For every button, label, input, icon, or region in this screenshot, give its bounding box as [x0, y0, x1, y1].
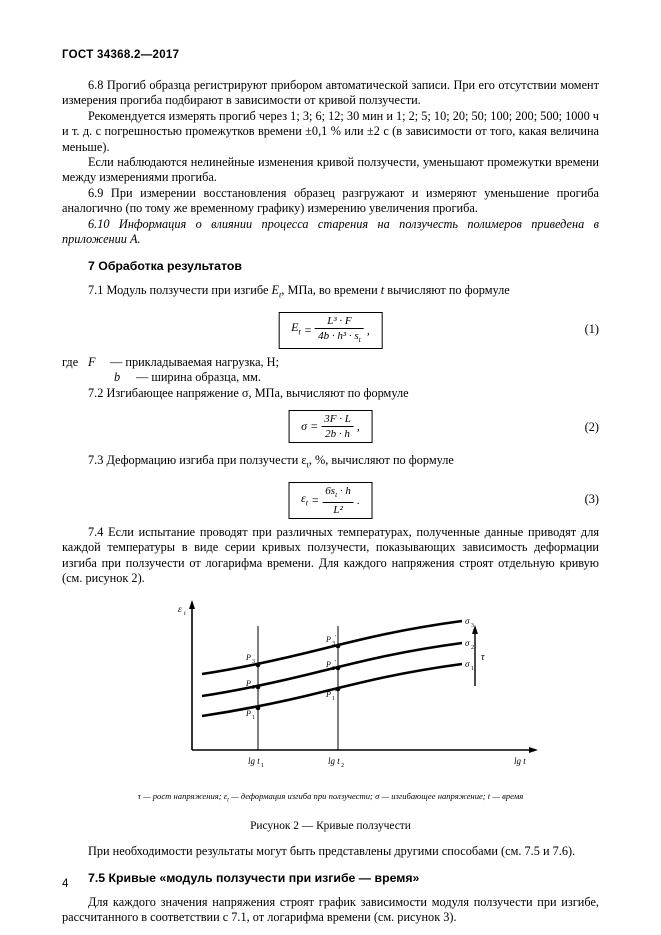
paragraph-other-methods: При необходимости результаты могут быть представлены другими способами (см. 7.5 и 7.6). — [88, 843, 576, 858]
svg-text:1: 1 — [332, 696, 335, 703]
symbol-E-sub: t — [279, 290, 282, 300]
section-title-7: 7 Обработка результатов — [88, 259, 242, 274]
paragraph-7-2: 7.2 Изгибающее напряжение σ, МПа, вычисляют по формуле — [88, 385, 409, 400]
svg-text:1: 1 — [252, 715, 255, 722]
formula-1-row — [62, 312, 599, 346]
formula-2-fraction — [321, 413, 354, 440]
formula-3-row — [62, 482, 599, 516]
paragraph-6-9: 6.9 При измерении восстановления образец разгружают и измеряют уменьшение прогиба аналогично (по тому же временному графику) измерению увеличения прогиба. — [62, 185, 599, 216]
formula-3-tail: . — [356, 492, 360, 507]
legend-where: где — [62, 354, 79, 369]
figure-2-svg — [62, 598, 599, 783]
formula-3-denominator: L² — [333, 504, 343, 516]
formula-2-lhs: σ — [301, 418, 307, 433]
svg-text:1: 1 — [261, 763, 264, 770]
formula-1-number: (1) — [584, 321, 599, 336]
formula-2-number: (2) — [584, 419, 599, 434]
svg-text:τ: τ — [481, 652, 485, 664]
page-header: ГОСТ 34368.2—2017 — [62, 49, 180, 61]
svg-text:σ: σ — [465, 638, 470, 649]
formula-1-tail: , — [366, 322, 370, 337]
formula-1-eq: = — [303, 322, 312, 337]
formula-2-denominator: 2b · h — [325, 427, 350, 440]
legend-line-F — [62, 354, 599, 370]
svg-text:1: 1 — [471, 666, 474, 673]
paragraph-nonlinear: Если наблюдаются нелинейные изменения кривой ползучести, уменьшают промежутки времени между измерениями прогиба. — [62, 155, 599, 185]
formula-2-tail: , — [356, 418, 360, 433]
figure-2-caption: Рисунок 2 — Кривые ползучести — [250, 819, 411, 832]
para-7-1-post: вычисляют по формуле — [384, 282, 510, 297]
legend-text-b: — ширина образца, мм. — [136, 370, 261, 385]
svg-text:': ' — [335, 635, 337, 642]
formula-2-row — [62, 410, 599, 444]
svg-text:σ: σ — [465, 659, 470, 670]
symbol-E: E — [271, 282, 280, 297]
paragraph-6-8: 6.8 Прогиб образца регистрируют прибором автоматической записи. При его отсутствии момент измерения прогиба подбирают в зависимости от кривой ползучести. — [62, 78, 599, 108]
paragraph-7-3 — [62, 453, 599, 473]
svg-text:3: 3 — [471, 623, 474, 630]
svg-text:P: P — [246, 679, 251, 689]
svg-text:2: 2 — [341, 763, 344, 770]
formula-1-legend — [62, 354, 599, 386]
svg-text:P: P — [246, 653, 251, 663]
formula-3-lhs: $\varepsilon_t$ — [301, 490, 309, 507]
svg-text:3: 3 — [252, 659, 255, 666]
figure-2-legend: τ — рост напряжения; $\varepsilon_t$ — деформация изгиба при ползучести; σ — изгибающее напряжение; t — время — [137, 791, 524, 805]
formula-1-fraction — [315, 315, 364, 346]
svg-text:': ' — [335, 660, 337, 667]
svg-text:lg t: lg t — [328, 756, 340, 767]
paragraph-6-10: 6.10 Информация о влиянии процесса старения на ползучесть полимеров приведена в приложении А. — [62, 216, 599, 247]
legend-symbol-F: F — [88, 354, 96, 369]
para-7-1-mid: , МПа, во времени — [281, 282, 381, 297]
para-7-3-post: , %, вычисляют по формуле — [308, 452, 454, 467]
legend-line-b — [88, 370, 599, 385]
page-number: 4 — [62, 878, 69, 890]
svg-text:2: 2 — [471, 645, 474, 652]
svg-text:lg t: lg t — [514, 756, 526, 767]
formula-2 — [288, 410, 373, 443]
svg-text:P: P — [326, 690, 331, 700]
paragraph-recommendation: Рекомендуется измерять прогиб через 1; 3; 6; 12; 30 мин и 1; 2; 5; 10; 20; 50; 100; 200; 500; 1000 ч и т. д. с погрешностью промежутков времени ±0,1 % или ±2 с (в зависимости от того, какая величина меньше). — [62, 108, 599, 154]
formula-3-numerator: $6s_t \cdot h$ — [322, 485, 354, 503]
svg-text:2: 2 — [332, 666, 335, 673]
svg-text:P: P — [326, 635, 331, 645]
svg-text:σ: σ — [465, 616, 470, 627]
figure-2-creep-curves — [62, 598, 599, 783]
svg-text:3: 3 — [332, 641, 335, 648]
formula-3-fraction — [322, 485, 354, 516]
paragraph-7-4: 7.4 Если испытание проводят при различных температурах, полученные данные приводят для каждой температуры в виде серии кривых ползучести, показывающих зависимость деформации изгиба при ползучести от логарифма времени. Для каждого напряжения строят отдельную кривую (см. рисунок 2). — [62, 524, 599, 586]
svg-text:lg t: lg t — [248, 756, 260, 767]
formula-1-lhs: $E_t$ — [291, 320, 301, 337]
formula-3-number: (3) — [584, 491, 599, 506]
formula-2-numerator: 3F · L — [321, 413, 354, 427]
formula-2-eq: = — [310, 418, 319, 433]
svg-text:P: P — [326, 660, 331, 670]
formula-3 — [288, 482, 373, 519]
para-7-3-pre: 7.3 Деформацию изгиба при ползучести ε — [88, 452, 307, 467]
svg-text:P: P — [246, 709, 251, 719]
section-title-7-5: 7.5 Кривые «модуль ползучести при изгибе — время» — [88, 871, 420, 886]
formula-3-eq: = — [311, 492, 320, 507]
paragraph-7-1 — [62, 283, 599, 303]
paragraph-7-5-body: Для каждого значения напряжения строят график зависимости модуля ползучести при изгибе, рассчитанного в соответствии с 7.1, от логарифма времени (см. рисунок 3). — [62, 894, 599, 925]
svg-text:2: 2 — [252, 685, 255, 692]
formula-1 — [278, 312, 383, 349]
para-7-1-pre: 7.1 Модуль ползучести при изгибе — [88, 282, 272, 297]
formula-1-denominator: $4b \cdot h^3 \cdot s_t$ — [318, 329, 361, 344]
page-content — [62, 78, 599, 926]
legend-symbol-b: b — [114, 370, 121, 385]
legend-text-F: — прикладываемая нагрузка, Н; — [110, 354, 279, 369]
svg-text:': ' — [335, 690, 337, 697]
formula-1-numerator: L³ · F — [315, 315, 364, 329]
symbol-t: t — [380, 282, 385, 297]
svg-text:ε: ε — [178, 604, 182, 615]
svg-text:t: t — [184, 611, 186, 618]
para-7-3-sub: t — [306, 460, 309, 470]
